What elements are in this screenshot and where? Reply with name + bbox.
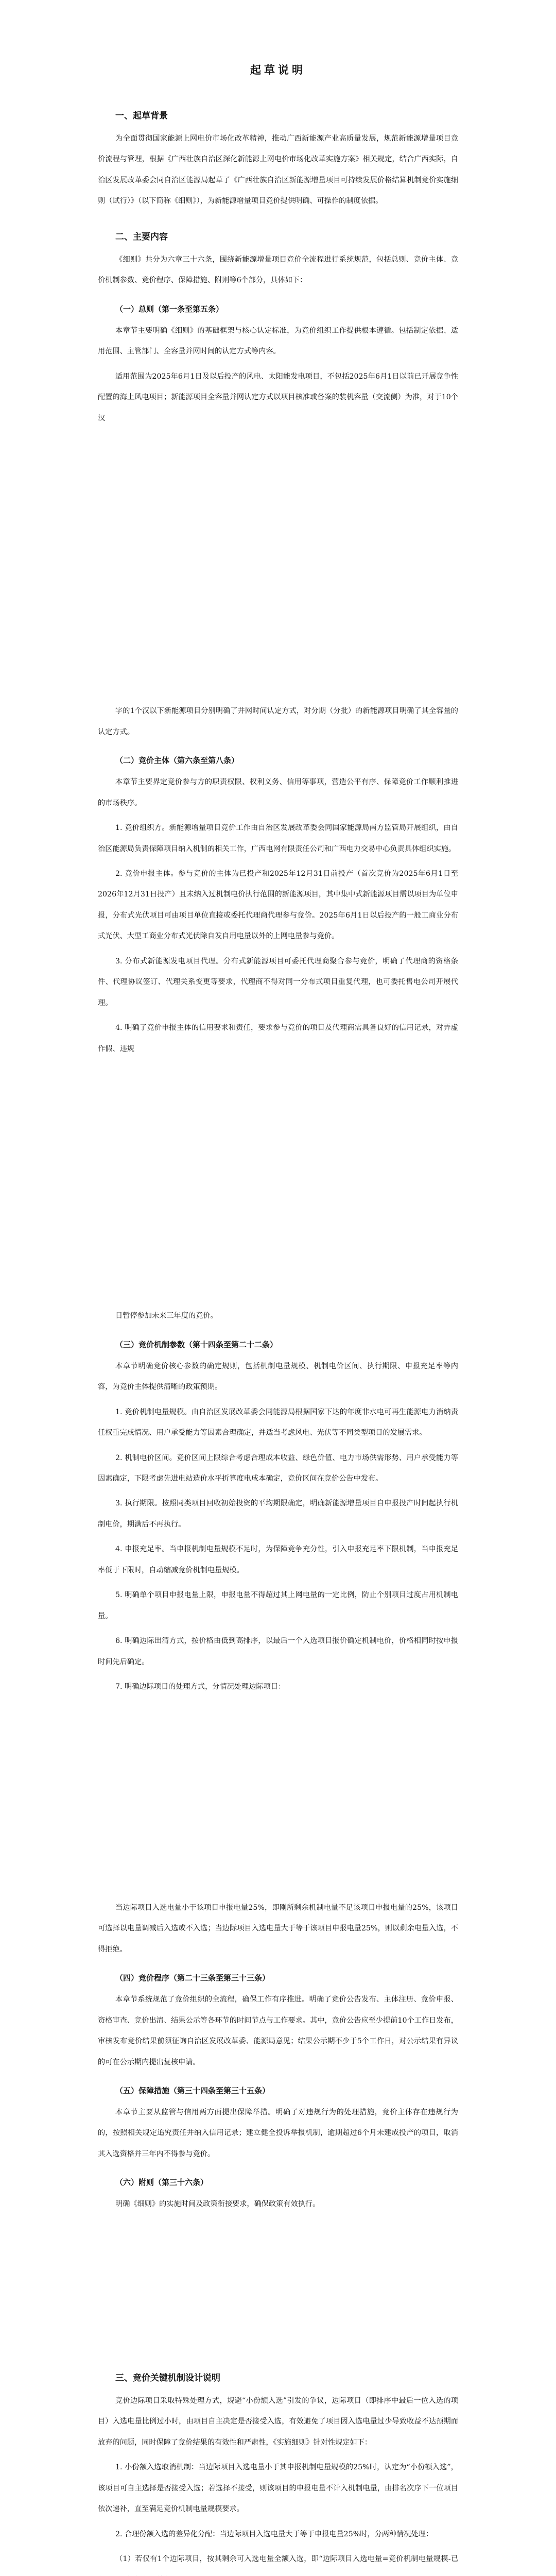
section-heading: 二、主要内容 [115,231,168,242]
paragraph: 2. 合理份额入选的差异化分配：当边际项目入选电量大于等于申报电量25%时，分两种情况处理： [115,2530,433,2538]
paragraph: 《细则》共分为六章三十六条，围绕新能源增量项目竞价全流程进行系统规范，包括总则、竞价主体、竞价机制参数、竞价程序、保障措施、附则等6个部分，具体如下： [98,255,458,285]
subsection-heading: （六）附则（第三十六条） [115,2178,208,2188]
paragraph: 明确《细则》的实施时间及政策衔接要求，确保政策有效执行。 [115,2200,320,2209]
paragraph: 本章节主要界定竞价参与方的职责权限、权利义务、信用等事项，营造公平有序、保障竞价工作顺利推进的市场秩序。 [98,778,458,807]
document-content [98,108,458,2576]
paragraph: 日暂停参加未来三年度的竞价。 [115,1312,218,1320]
paragraph: （1）若仅有1个边际项目，按其剩余可入选电量全额入选，即“边际项目入选电量=竞价机制电量规模-已 [115,2555,458,2564]
subsection-heading: （五）保障措施（第三十四条至第三十五条） [115,2086,270,2095]
paragraph: 6. 明确边际出清方式，按价格由低到高排序，以最后一个入选项目报价确定机制电价，价格相同时按申报时间先后确定。 [98,1637,458,1666]
paragraph: 竞价边际项目采取特殊处理方式，规避“小份额入选”引发的争议，边际项目（即排序中最后一位入选的项目）入选电量比例过小时，由项目自主决定是否接受入选，有效避免了项目因入选电量过少导致收益不达预期而放弃的问题，同时保障了竞价结果的有效性和严肃性，《实施细则》针对性规定如下： [98,2396,458,2447]
paragraph: 2. 机制电价区间。竞价区间上限综合考虑合理成本收益、绿色价值、电力市场供需形势、用户承受能力等因素确定，下限考虑先进电站造价水平折算度电成本确定，竞价区间在竞价公告中发布。 [98,1453,458,1483]
paragraph: 3. 分布式新能源发电项目代理。分布式新能源项目可委托代理商聚合参与竞价，明确了代理商的资格条件、代理协议签订、代理关系变更等要求，代理商不得对同一分布式项目重复代理，也可委托售电公司开展代理。 [98,957,458,1007]
page-gap [98,2219,458,2353]
paragraph: 4. 明确了竞价申报主体的信用要求和责任，要求参与竞价的项目及代理商需具备良好的信用记录，对弄虚作假、违规 [98,1024,458,1053]
paragraph: 7. 明确边际项目的处理方式，分情况处理边际项目： [115,1683,286,1691]
document-title: 起草说明 [250,63,306,76]
paragraph: 当边际项目入选电量小于该项目申报电量25%，即刚所剩余机制电量不足该项目申报电量的25%，该项目可选择以电量调减后入选或不入选；当边际项目入选电量大于等于该项目申报电量25%，则以剩余电量入选，不得拒绝。 [98,1903,458,1954]
paragraph: 本章节明确竞价核心参数的确定规则，包括机制电量规模、机制电价区间、执行期限、申报充足率等内容，为竞价主体提供清晰的政策预期。 [98,1362,458,1392]
subsection-heading: （三）竞价机制参数（第十四条至第二十二条） [115,1340,278,1349]
section-heading: 一、起草背景 [115,111,168,121]
paragraph: 2. 竞价申报主体。参与竞价的主体为已投产和2025年12月31日前投产（首次竞价为2025年6月1日至2026年12月31日投产）且未纳入过机制电价执行范围的新能源项目，其中集中式新能源项目需以项目为单位申报，分布式光伏项目可由项目单位直接或委托代理商代理参与竞价。2025年6月1日以后投产的一般工商业分布式光伏、大型工商业分布式光伏除自发自用电量以外的上网电量参与竞价。 [98,869,458,941]
subsection-heading: （一）总则（第一条至第五条） [115,304,224,314]
paragraph: 1. 竞价组织方。新能源增量项目竞价工作由自治区发展改革委会同国家能源局南方监管局开展组织，由自治区能源局负责保障项目纳入机制的相关工作，广西电网有限责任公司和广西电力交易中心负责具体组织实施。 [98,824,458,853]
paragraph: 5. 明确单个项目申报电量上限，申报电量不得超过其上网电量的一定比例，防止个别项目过度占用机制电量。 [98,1591,458,1620]
paragraph: 本章节主要从监管与信用两方面提出保障举措。明确了对违规行为的处理措施，竞价主体存在违规行为的，按照相关规定追究责任并纳入信用记录；建立健全投诉举报机制，逾期超过6个月未建成投产的项目，取消其入选资格并三年内不得参与竞价。 [98,2108,458,2158]
paragraph: 适用范围为2025年6月1日及以后投产的风电、太阳能发电项目，不包括2025年6月1日以前已开展竞争性配置的海上风电项目；新能源项目全容量并网认定方式以项目核准或备案的装机容量（交流侧）为准，对于10个汉 [98,372,458,422]
page-gap [98,433,458,701]
page-gap [98,1063,458,1306]
document-body [98,0,458,2576]
page-gap [98,1702,458,1897]
paragraph: 字的1个汉以下新能源项目分别明确了并网时间认定方式，对分期（分批）的新能源项目明确了其全容量的认定方式。 [98,707,458,736]
paragraph: 本章节系统规范了竞价组织的全流程，确保工作有序推进。明确了竞价公告发布、主体注册、竞价申报、资格审查、竞价出清、结果公示等各环节的时间节点与工作要求。其中，竞价公告应至少提前10个工作日发布，审核发布竞价结果前须征询自治区发展改革委、能源局意见；结果公示期不少于5个工作日，对公示结果有异议的可在公示期内提出复核申请。 [98,1995,458,2066]
paragraph: 为全面贯彻国家能源上网电价市场化改革精神，推动广西新能源产业高质量发展，规范新能源增量项目竞价流程与管理，根据《广西壮族自治区深化新能源上网电价市场化改革实施方案》相关规定，结合广西实际，自治区发展改革委会同自治区能源局起草了《广西壮族自治区新能源增量项目可持续发展价格结算机制竞价实施细则（试行）》（以下简称《细则》），为新能源增量项目竞价提供明确、可操作的制度依据。 [98,134,458,206]
paragraph: 1. 竞价机制电量规模。由自治区发展改革委会同能源局根据国家下达的年度非水电可再生能源电力消纳责任权重完成情况、用户承受能力等因素合理确定，并适当考虑风电、光伏等不同类型项目的发展需求。 [98,1408,458,1437]
subsection-heading: （二）竞价主体（第六条至第八条） [115,756,239,766]
subsection-heading: （四）竞价程序（第二十三条至第三十三条） [115,1973,270,1983]
paragraph: 3. 执行期限。按照同类项目回收初始投资的平均期限确定，明确新能源增量项目自申报投产时间起执行机制电价，期满后不再执行。 [98,1499,458,1529]
paragraph: 本章节主要明确《细则》的基础框架与核心认定标准，为竞价组织工作提供根本遵循。包括制定依据、适用范围、主管部门、全容量并网时间的认定方式等内容。 [98,326,458,356]
paragraph: 1. 小份额入选取消机制：当边际项目入选电量小于其申报机制电量规模的25%时，认定为“小份额入选”，该项目可自主选择是否接受入选；若选择不接受，则该项目的申报电量不计入机制电量，由排名次序下一位项目依次递补，直至满足竞价机制电量规模要求。 [98,2463,458,2514]
paragraph: 4. 申报充足率。当申报机制电量规模不足时，为保障竞争充分性，引入申报充足率下限机制，当申报充足率低于下限时，自动缩减竞价机制电量规模。 [98,1545,458,1574]
section-heading: 三、竞价关键机制设计说明 [115,2372,220,2383]
